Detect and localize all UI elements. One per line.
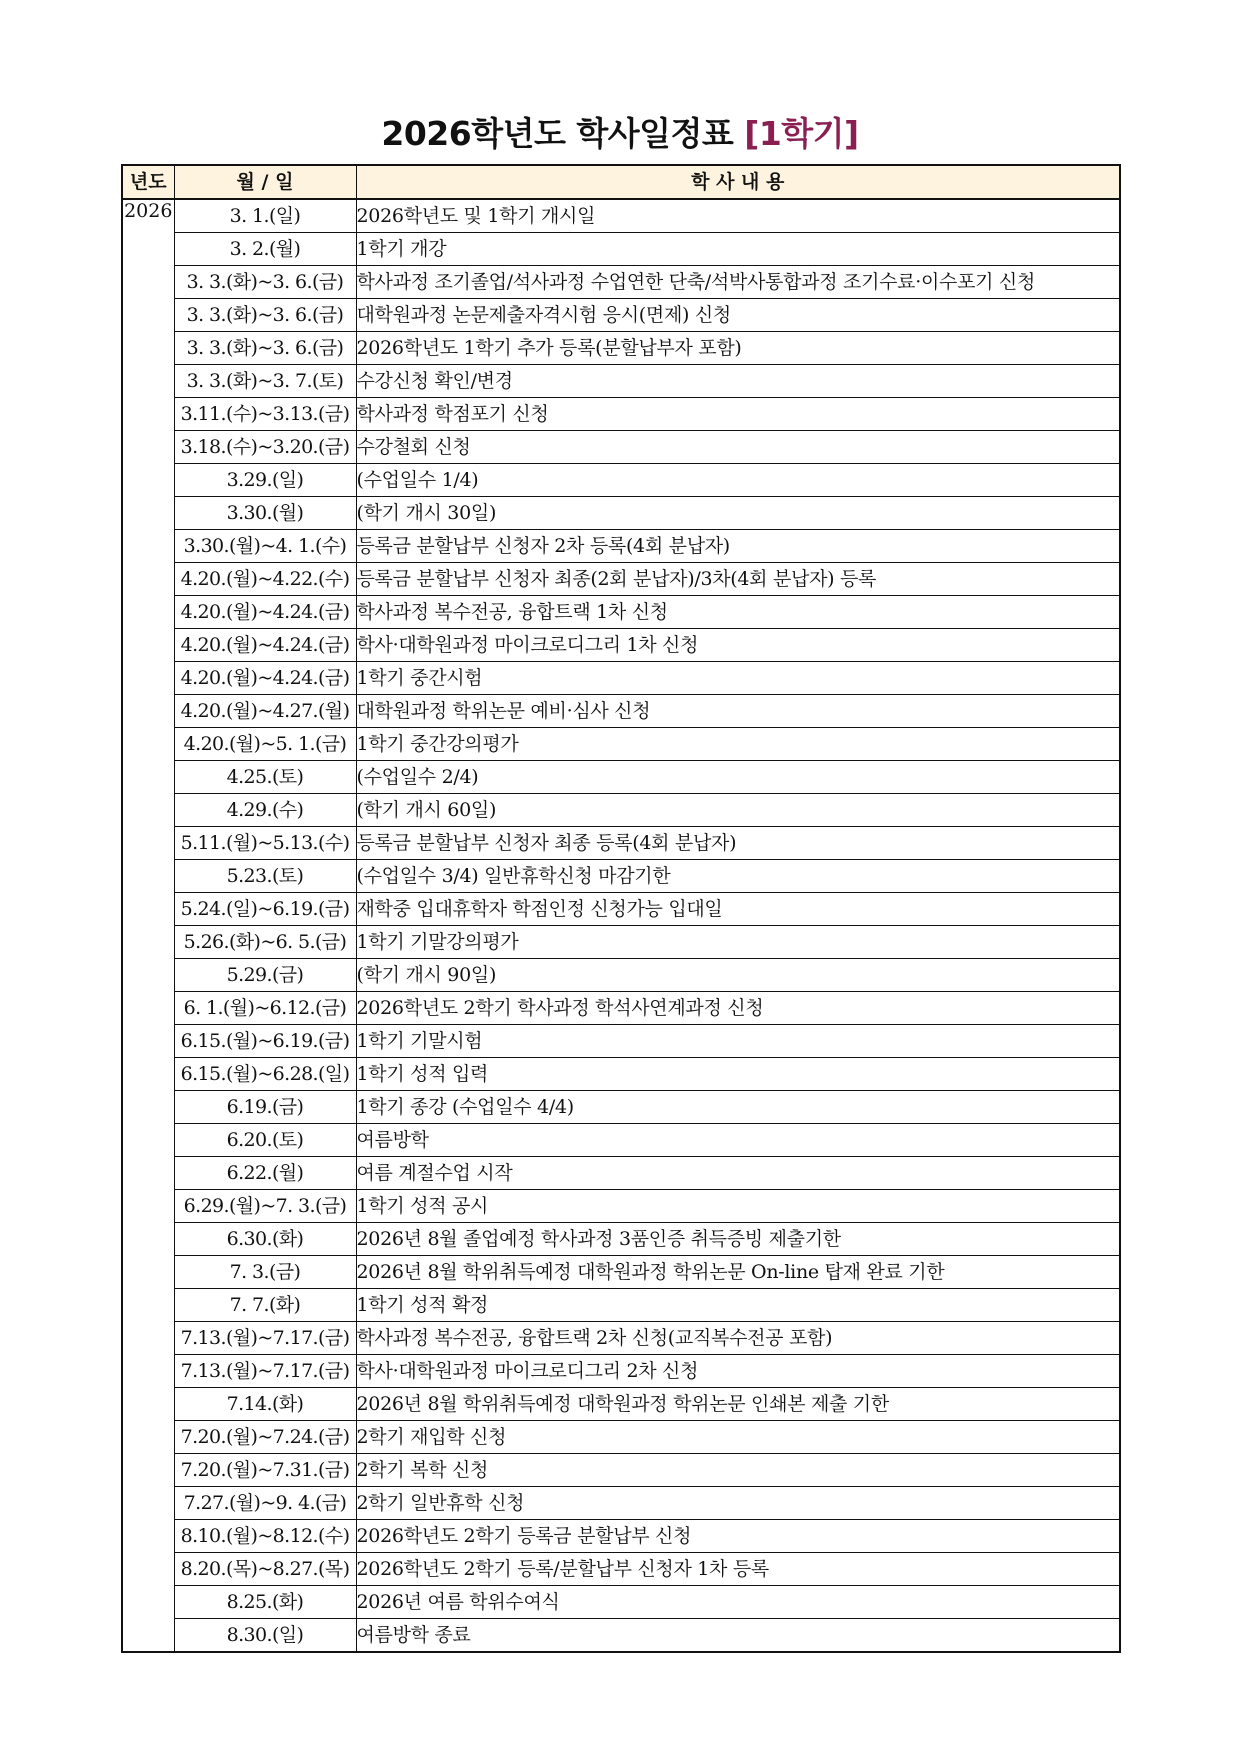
date-cell: 3. 3.(화)~3. 6.(금) xyxy=(174,266,356,299)
header-date: 월 / 일 xyxy=(174,165,356,199)
content-cell: 1학기 기말시험 xyxy=(356,1025,1120,1058)
table-row xyxy=(122,1553,1120,1586)
page-title-main: 2026학년도 학사일정표 xyxy=(381,114,745,153)
content-cell: 2026년 8월 졸업예정 학사과정 3품인증 취득증빙 제출기한 xyxy=(356,1223,1120,1256)
content-cell: 여름 계절수업 시작 xyxy=(356,1157,1120,1190)
table-row xyxy=(122,1355,1120,1388)
content-cell: 2026년 8월 학위취득예정 대학원과정 학위논문 On-line 탑재 완료 기한 xyxy=(356,1256,1120,1289)
table-row xyxy=(122,299,1120,332)
table-row xyxy=(122,266,1120,299)
table-row xyxy=(122,1322,1120,1355)
date-cell: 4.20.(월)~5. 1.(금) xyxy=(174,728,356,761)
date-cell: 4.29.(수) xyxy=(174,794,356,827)
content-cell: 2학기 일반휴학 신청 xyxy=(356,1487,1120,1520)
date-cell: 6.15.(월)~6.19.(금) xyxy=(174,1025,356,1058)
table-row xyxy=(122,1025,1120,1058)
date-cell: 3.29.(일) xyxy=(174,464,356,497)
table-row xyxy=(122,1157,1120,1190)
table-row xyxy=(122,1487,1120,1520)
content-cell: 등록금 분할납부 신청자 최종 등록(4회 분납자) xyxy=(356,827,1120,860)
date-cell: 3. 3.(화)~3. 7.(토) xyxy=(174,365,356,398)
table-row xyxy=(122,464,1120,497)
table-row xyxy=(122,431,1120,464)
date-cell: 4.25.(토) xyxy=(174,761,356,794)
date-cell: 5.26.(화)~6. 5.(금) xyxy=(174,926,356,959)
date-cell: 7.13.(월)~7.17.(금) xyxy=(174,1355,356,1388)
content-cell: 대학원과정 학위논문 예비·심사 신청 xyxy=(356,695,1120,728)
date-cell: 8.10.(월)~8.12.(수) xyxy=(174,1520,356,1553)
table-row xyxy=(122,893,1120,926)
date-cell: 4.20.(월)~4.22.(수) xyxy=(174,563,356,596)
content-cell: 1학기 중간강의평가 xyxy=(356,728,1120,761)
content-cell: 2026학년도 2학기 등록/분할납부 신청자 1차 등록 xyxy=(356,1553,1120,1586)
date-cell: 8.25.(화) xyxy=(174,1586,356,1619)
table-row xyxy=(122,365,1120,398)
date-cell: 3.18.(수)~3.20.(금) xyxy=(174,431,356,464)
date-cell: 8.20.(목)~8.27.(목) xyxy=(174,1553,356,1586)
content-cell: 2학기 복학 신청 xyxy=(356,1454,1120,1487)
content-cell: 대학원과정 논문제출자격시험 응시(면제) 신청 xyxy=(356,299,1120,332)
date-cell: 6.22.(월) xyxy=(174,1157,356,1190)
content-cell: 1학기 성적 확정 xyxy=(356,1289,1120,1322)
table-row xyxy=(122,1421,1120,1454)
content-cell: 1학기 성적 공시 xyxy=(356,1190,1120,1223)
table-row xyxy=(122,497,1120,530)
table-row xyxy=(122,530,1120,563)
content-cell: 학사·대학원과정 마이크로디그리 1차 신청 xyxy=(356,629,1120,662)
date-cell: 6.29.(월)~7. 3.(금) xyxy=(174,1190,356,1223)
content-cell: 학사과정 복수전공, 융합트랙 1차 신청 xyxy=(356,596,1120,629)
academic-schedule-table xyxy=(121,164,1121,1653)
table-row xyxy=(122,926,1120,959)
date-cell: 4.20.(월)~4.24.(금) xyxy=(174,596,356,629)
content-cell: (수업일수 3/4) 일반휴학신청 마감기한 xyxy=(356,860,1120,893)
table-header xyxy=(122,165,1120,199)
header-year: 년도 xyxy=(122,165,174,199)
date-cell: 7.20.(월)~7.31.(금) xyxy=(174,1454,356,1487)
table-row xyxy=(122,1619,1120,1653)
date-cell: 3. 2.(월) xyxy=(174,233,356,266)
table-row xyxy=(122,728,1120,761)
content-cell: 2026학년도 2학기 등록금 분할납부 신청 xyxy=(356,1520,1120,1553)
content-cell: 학사과정 조기졸업/석사과정 수업연한 단축/석박사통합과정 조기수료·이수포기 신청 xyxy=(356,266,1120,299)
date-cell: 7.27.(월)~9. 4.(금) xyxy=(174,1487,356,1520)
content-cell: 재학중 입대휴학자 학점인정 신청가능 입대일 xyxy=(356,893,1120,926)
content-cell: 등록금 분할납부 신청자 2차 등록(4회 분납자) xyxy=(356,530,1120,563)
table-row xyxy=(122,596,1120,629)
date-cell: 8.30.(일) xyxy=(174,1619,356,1653)
table-row xyxy=(122,398,1120,431)
content-cell: 수강철회 신청 xyxy=(356,431,1120,464)
date-cell: 6.15.(월)~6.28.(일) xyxy=(174,1058,356,1091)
date-cell: 5.29.(금) xyxy=(174,959,356,992)
content-cell: 여름방학 xyxy=(356,1124,1120,1157)
date-cell: 7. 7.(화) xyxy=(174,1289,356,1322)
table-row xyxy=(122,695,1120,728)
table-row xyxy=(122,1124,1120,1157)
content-cell: 2026년 여름 학위수여식 xyxy=(356,1586,1120,1619)
table-row xyxy=(122,199,1120,233)
table-body xyxy=(122,199,1120,1652)
table-row xyxy=(122,827,1120,860)
date-cell: 6.30.(화) xyxy=(174,1223,356,1256)
date-cell: 5.24.(일)~6.19.(금) xyxy=(174,893,356,926)
table-row xyxy=(122,1058,1120,1091)
table-row xyxy=(122,1190,1120,1223)
content-cell: 여름방학 종료 xyxy=(356,1619,1120,1653)
content-cell: (수업일수 2/4) xyxy=(356,761,1120,794)
content-cell: (수업일수 1/4) xyxy=(356,464,1120,497)
table-row xyxy=(122,1256,1120,1289)
date-cell: 5.11.(월)~5.13.(수) xyxy=(174,827,356,860)
content-cell: 1학기 종강 (수업일수 4/4) xyxy=(356,1091,1120,1124)
table-row xyxy=(122,1586,1120,1619)
page-title xyxy=(0,112,1240,156)
content-cell: 학사·대학원과정 마이크로디그리 2차 신청 xyxy=(356,1355,1120,1388)
table-row xyxy=(122,761,1120,794)
table-row xyxy=(122,332,1120,365)
table-row xyxy=(122,233,1120,266)
table-row xyxy=(122,959,1120,992)
date-cell: 4.20.(월)~4.24.(금) xyxy=(174,629,356,662)
content-cell: 2026학년도 1학기 추가 등록(분할납부자 포함) xyxy=(356,332,1120,365)
date-cell: 3. 1.(일) xyxy=(174,199,356,233)
date-cell: 7.13.(월)~7.17.(금) xyxy=(174,1322,356,1355)
date-cell: 3.30.(월)~4. 1.(수) xyxy=(174,530,356,563)
date-cell: 4.20.(월)~4.27.(월) xyxy=(174,695,356,728)
content-cell: 2026학년도 및 1학기 개시일 xyxy=(356,199,1120,233)
content-cell: 2학기 재입학 신청 xyxy=(356,1421,1120,1454)
date-cell: 5.23.(토) xyxy=(174,860,356,893)
date-cell: 7. 3.(금) xyxy=(174,1256,356,1289)
date-cell: 6.20.(토) xyxy=(174,1124,356,1157)
date-cell: 3.11.(수)~3.13.(금) xyxy=(174,398,356,431)
table-row xyxy=(122,629,1120,662)
content-cell: 2026년 8월 학위취득예정 대학원과정 학위논문 인쇄본 제출 기한 xyxy=(356,1388,1120,1421)
table-header-row xyxy=(122,165,1120,199)
table-row xyxy=(122,1223,1120,1256)
date-cell: 3.30.(월) xyxy=(174,497,356,530)
date-cell: 4.20.(월)~4.24.(금) xyxy=(174,662,356,695)
date-cell: 6.19.(금) xyxy=(174,1091,356,1124)
content-cell: 학사과정 학점포기 신청 xyxy=(356,398,1120,431)
year-cell: 2026 xyxy=(122,199,174,1652)
content-cell: (학기 개시 60일) xyxy=(356,794,1120,827)
content-cell: (학기 개시 90일) xyxy=(356,959,1120,992)
page-title-semester: [1학기] xyxy=(744,114,859,153)
content-cell: 1학기 성적 입력 xyxy=(356,1058,1120,1091)
content-cell: (학기 개시 30일) xyxy=(356,497,1120,530)
table-row xyxy=(122,563,1120,596)
content-cell: 등록금 분할납부 신청자 최종(2회 분납자)/3차(4회 분납자) 등록 xyxy=(356,563,1120,596)
table-row xyxy=(122,860,1120,893)
table-row xyxy=(122,1454,1120,1487)
date-cell: 7.20.(월)~7.24.(금) xyxy=(174,1421,356,1454)
date-cell: 7.14.(화) xyxy=(174,1388,356,1421)
content-cell: 1학기 중간시험 xyxy=(356,662,1120,695)
content-cell: 1학기 기말강의평가 xyxy=(356,926,1120,959)
date-cell: 3. 3.(화)~3. 6.(금) xyxy=(174,332,356,365)
content-cell: 학사과정 복수전공, 융합트랙 2차 신청(교직복수전공 포함) xyxy=(356,1322,1120,1355)
date-cell: 3. 3.(화)~3. 6.(금) xyxy=(174,299,356,332)
date-cell: 6. 1.(월)~6.12.(금) xyxy=(174,992,356,1025)
content-cell: 수강신청 확인/변경 xyxy=(356,365,1120,398)
table-row xyxy=(122,992,1120,1025)
table-row xyxy=(122,794,1120,827)
content-cell: 1학기 개강 xyxy=(356,233,1120,266)
table-row xyxy=(122,1289,1120,1322)
header-content: 학 사 내 용 xyxy=(356,165,1120,199)
table-row xyxy=(122,1091,1120,1124)
table-row xyxy=(122,662,1120,695)
table-row xyxy=(122,1520,1120,1553)
table-row xyxy=(122,1388,1120,1421)
content-cell: 2026학년도 2학기 학사과정 학석사연계과정 신청 xyxy=(356,992,1120,1025)
